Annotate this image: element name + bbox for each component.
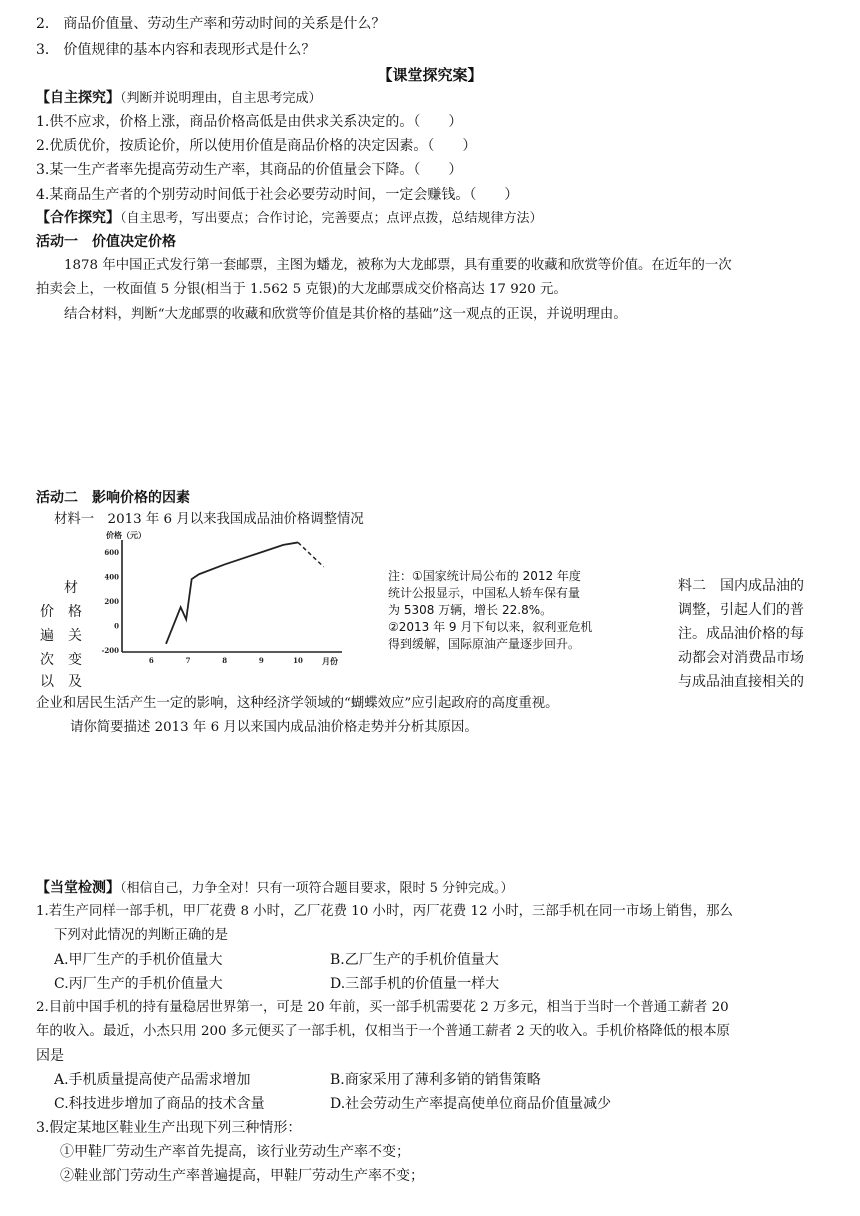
self-explore-hint: （判断并说明理由，自主思考完成） xyxy=(120,91,322,106)
test-hint: （相信自己，力争全对！只有一项符合题目要求，限时 5 分钟完成。） xyxy=(120,881,514,896)
q1-option-c[interactable]: C.丙厂生产的手机价值量大 xyxy=(54,976,223,992)
test-q3-line1: 3.假定某地区鞋业生产出现下列三种情形： xyxy=(36,1120,302,1136)
self-explore-item-3: 3.某一生产者率先提高劳动生产率，其商品的价值量会下降。（ ） xyxy=(36,162,463,178)
x-tick-label: 6 xyxy=(148,656,154,665)
self-explore-item-2: 2.优质优价，按质论价，所以使用价值是商品价格的决定因素。（ ） xyxy=(36,138,477,154)
y-tick-label: 200 xyxy=(104,597,119,607)
q1-option-d[interactable]: D.三部手机的价值量一样大 xyxy=(330,976,500,992)
q2-option-c[interactable]: C.科技进步增加了商品的技术含量 xyxy=(54,1096,265,1112)
left-col-3: 遍 关 xyxy=(40,628,82,644)
note-line-2: 统计公报显示，中国私人轿车保有量 xyxy=(388,586,581,600)
q1-option-b[interactable]: B.乙厂生产的手机价值量大 xyxy=(330,952,499,968)
left-col-4: 次 变 xyxy=(40,652,82,668)
coop-explore-heading: 【合作探究】 xyxy=(36,210,120,226)
x-axis-label: 月份 xyxy=(322,656,338,666)
y-tick-label: 600 xyxy=(104,548,119,558)
activity2-tail: 企业和居民生活产生一定的影响，这种经济学领域的“蝴蝶效应”应引起政府的高度重视。 xyxy=(36,696,559,711)
test-q1-line1: 1.若生产同样一部手机，甲厂花费 8 小时，乙厂花费 10 小时，丙厂花费 12 小时，三部手机在同一市场上销售，那么 xyxy=(36,904,733,919)
test-q3-statement-1: ①甲鞋厂劳动生产率首先提高，该行业劳动生产率不变； xyxy=(60,1144,410,1160)
y-tick-label: 400 xyxy=(104,572,119,582)
x-tick-label: 8 xyxy=(222,656,228,665)
right-col-2: 调整，引起人们的普 xyxy=(678,602,804,618)
activity2-title: 活动二 影响价格的因素 xyxy=(36,490,190,506)
activity1-para1-line2: 拍卖会上，一枚面值 5 分银(相当于 1.562 5 克银)的大龙邮票成交价格高达 17 920 元。 xyxy=(36,282,567,297)
test-row xyxy=(36,878,514,899)
x-tick-label: 10 xyxy=(293,656,303,665)
y-axis-label: 价格（元） xyxy=(106,530,146,540)
left-col-2: 价 格 xyxy=(40,604,82,620)
activity1-para2: 结合材料，判断“大龙邮票的收藏和欣赏等价值是其价格的基础”这一观点的正误，并说明理由。 xyxy=(64,307,627,322)
right-col-4: 动都会对消费品市场 xyxy=(678,650,804,666)
test-q1-line2: 下列对此情况的判断正确的是 xyxy=(54,928,229,943)
intro-question-2: 2． 商品价值量、劳动生产率和劳动时间的关系是什么？ xyxy=(36,16,386,32)
price-series-line xyxy=(166,542,298,643)
q2-option-a[interactable]: A.手机质量提高使产品需求增加 xyxy=(54,1072,251,1088)
price-series-dashed xyxy=(298,542,324,566)
intro-question-3: 3． 价值规律的基本内容和表现形式是什么？ xyxy=(36,42,316,58)
test-q2-line2: 年的收入。最近，小杰只用 200 多元便买了一部手机，仅相当于一个普通工薪者 2 天的收入。手机价格降低的根本原 xyxy=(36,1024,730,1039)
test-q2-line3: 因是 xyxy=(36,1048,64,1064)
chart-note xyxy=(388,568,660,653)
q2-option-d[interactable]: D.社会劳动生产率提高使单位商品价值量减少 xyxy=(330,1096,612,1112)
self-explore-item-4: 4.某商品生产者的个别劳动时间低于社会必要劳动时间，一定会赚钱。（ ） xyxy=(36,187,519,203)
activity2-question: 请你简要描述 2013 年 6 月以来国内成品油价格走势并分析其原因。 xyxy=(70,720,478,735)
q1-option-a[interactable]: A.甲厂生产的手机价值量大 xyxy=(54,952,223,968)
coop-explore-row xyxy=(36,208,543,229)
note-line-5: 得到缓解，国际原油产量逐步回升。 xyxy=(388,637,581,651)
note-line-4: ②2013 年 9 月下旬以来，叙利亚危机 xyxy=(388,620,593,634)
y-tick-label: -200 xyxy=(101,646,119,655)
activity2-material1: 材料一 2013 年 6 月以来我国成品油价格调整情况 xyxy=(54,512,364,527)
note-line-1: 注：①国家统计局公布的 2012 年度 xyxy=(388,569,581,583)
left-col-5: 以 及 xyxy=(40,674,82,690)
test-q3-statement-2: ②鞋业部门劳动生产率普遍提高，甲鞋厂劳动生产率不变； xyxy=(60,1168,424,1184)
section-title: 【课堂探究案】 xyxy=(377,66,483,84)
left-col-1: 材 xyxy=(64,580,78,596)
self-explore-row xyxy=(36,88,322,109)
note-line-3: 为 5308 万辆，增长 22.8%。 xyxy=(388,603,553,617)
self-explore-heading: 【自主探究】 xyxy=(36,90,120,106)
right-col-1: 料二 国内成品油的 xyxy=(678,578,804,594)
right-col-5: 与成品油直接相关的 xyxy=(678,674,804,690)
activity1-para1-line1: 1878 年中国正式发行第一套邮票，主图为蟠龙，被称为大龙邮票，具有重要的收藏和欣赏等价值。在近年的一次 xyxy=(64,258,732,273)
y-tick-label: 0 xyxy=(114,621,119,631)
x-tick-label: 9 xyxy=(258,656,264,665)
self-explore-item-1: 1.供不应求，价格上涨，商品价格高低是由供求关系决定的。（ ） xyxy=(36,114,463,130)
oil-price-chart xyxy=(94,530,354,670)
activity1-title: 活动一 价值决定价格 xyxy=(36,234,176,250)
right-col-3: 注。成品油价格的每 xyxy=(678,626,804,642)
x-tick-label: 7 xyxy=(185,656,191,665)
coop-explore-hint: （自主思考，写出要点；合作讨论，完善要点；点评点拨，总结规律方法） xyxy=(120,211,543,226)
test-heading: 【当堂检测】 xyxy=(36,880,120,896)
test-q2-line1: 2.目前中国手机的持有量稳居世界第一，可是 20 年前，买一部手机需要花 2 万多元，相当于当时一个普通工薪者 20 xyxy=(36,1000,729,1015)
q2-option-b[interactable]: B.商家采用了薄利多销的销售策略 xyxy=(330,1072,541,1088)
